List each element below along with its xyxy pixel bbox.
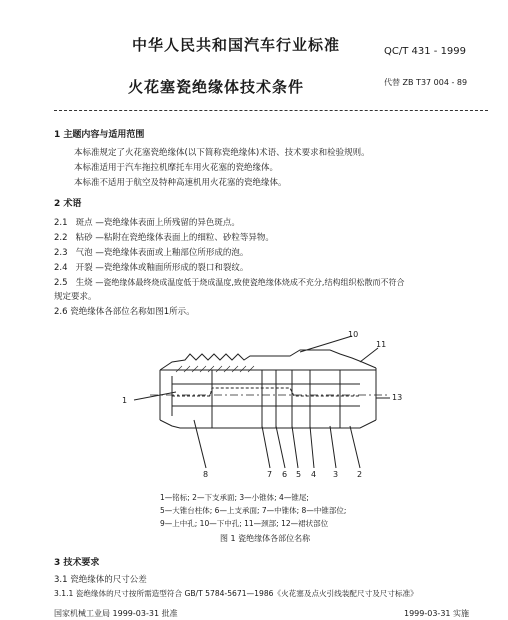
callout-11: 11 <box>376 340 387 349</box>
section-1-heading: 1 主题内容与适用范围 <box>54 130 145 140</box>
approval-note: 国家机械工业局 1999-03-31 批准 <box>54 609 178 618</box>
legend-line-3: 9—上中孔; 10—下中孔; 11—颈部; 12—裙状部位 <box>160 519 329 528</box>
section-2-heading: 2 术语 <box>54 199 82 209</box>
term-name: 粘砂 <box>75 233 93 243</box>
callout-7: 7 <box>267 470 273 479</box>
effective-date: 1999-03-31 实施 <box>404 609 470 618</box>
term-number: 2.2 <box>54 233 68 243</box>
figure-caption: 图 1 瓷绝缘体各部位名称 <box>220 534 311 543</box>
term-number: 2.5 <box>54 278 68 288</box>
term-definition: —瓷绝缘体最终烧成温度低于烧成温度,致使瓷绝缘体烧成不充分,结构组织松散而不符合 <box>95 278 405 287</box>
standard-number: QC/T 431 - 1999 <box>384 46 467 57</box>
callout-3: 3 <box>333 470 339 479</box>
callout-4: 4 <box>311 470 317 479</box>
callout-2: 2 <box>357 470 363 479</box>
term-name: 生烧 <box>75 278 93 288</box>
callout-8: 8 <box>203 470 209 479</box>
section-3-1: 3.1 瓷绝缘体的尺寸公差 <box>54 575 147 585</box>
term-continuation: 规定要求。 <box>54 292 97 302</box>
callout-6: 6 <box>282 470 288 479</box>
term-definition: —瓷绝缘体表面上所残留的异色斑点。 <box>95 218 240 228</box>
term-definition: —瓷绝缘体或釉面所形成的裂口和裂纹。 <box>95 263 249 273</box>
legend-line-2: 5—大锥台柱体; 6—上支承面; 7—中锥体; 8—中锥部位; <box>160 506 347 515</box>
term-number: 2.4 <box>54 263 68 273</box>
section-1-line-2: 本标准适用于汽车拖拉机摩托车用火花塞的瓷绝缘体。 <box>74 163 279 173</box>
term-name: 开裂 <box>75 263 93 273</box>
term-number: 2.3 <box>54 248 68 258</box>
document-title: 火花塞瓷绝缘体技术条件 <box>128 78 305 96</box>
section-1-line-1: 本标准规定了火花塞瓷绝缘体(以下简称瓷绝缘体)术语、技术要求和检验规则。 <box>74 148 370 158</box>
section-2-6: 2.6 瓷绝缘体各部位名称如图1所示。 <box>54 307 195 317</box>
term-name: 气泡 <box>75 248 93 258</box>
callout-1: 1 <box>122 396 128 405</box>
term-number: 2.1 <box>54 218 68 228</box>
section-3-heading: 3 技术要求 <box>54 558 100 568</box>
term-definition: —瓷绝缘体表面或上釉部位所形成的泡。 <box>95 248 249 258</box>
standard-org-heading: 中华人民共和国汽车行业标准 <box>132 36 341 54</box>
callout-10: 10 <box>348 330 359 339</box>
legend-line-1: 1—铭标; 2—下支承面; 3—小锥体; 4—锥尾; <box>160 493 309 502</box>
section-1-line-3: 本标准不适用于航空及特种高速机用火花塞的瓷绝缘体。 <box>74 178 287 188</box>
callout-13: 13 <box>392 393 403 402</box>
section-3-1-1: 3.1.1 瓷绝缘体的尺寸按所需造型符合 GB/T 5784-5671—1986《火花塞及点火引线装配尺寸及尺寸标准》 <box>54 589 418 598</box>
callout-5: 5 <box>296 470 302 479</box>
replaces-note: 代替 ZB T37 004 - 89 <box>384 78 468 87</box>
term-definition: —粘附在瓷绝缘体表面上的细粒、砂粒等异物。 <box>95 233 274 243</box>
term-name: 斑点 <box>75 218 93 228</box>
